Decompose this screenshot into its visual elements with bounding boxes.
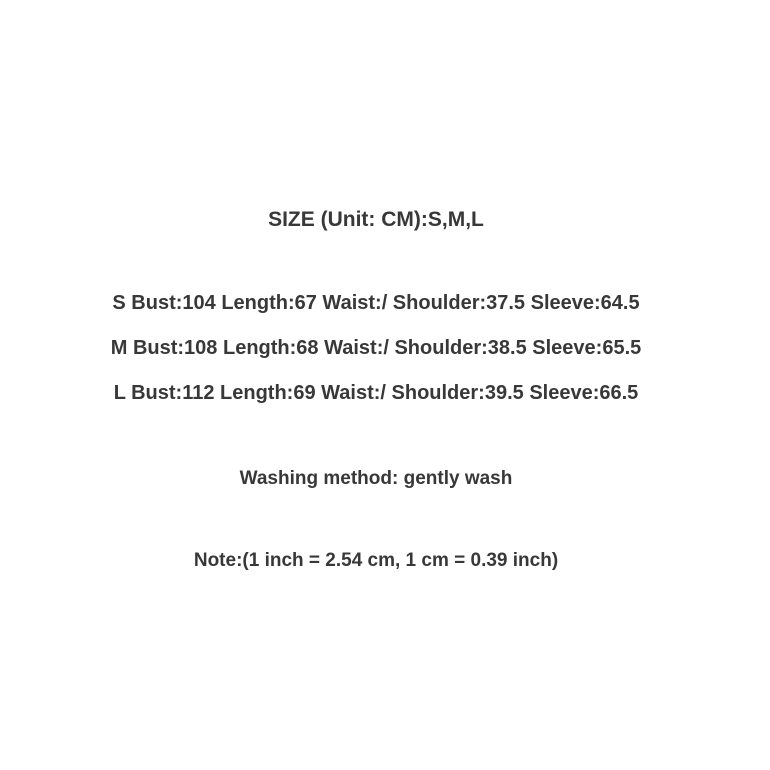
size-chart-title: SIZE (Unit: CM):S,M,L	[268, 208, 484, 231]
size-row-l: L Bust:112 Length:69 Waist:/ Shoulder:39.5 Sleeve:66.5	[113, 382, 639, 404]
size-row-s: S Bust:104 Length:67 Waist:/ Shoulder:37.5 Sleeve:64.5	[112, 292, 640, 314]
washing-method-text: Washing method: gently wash	[239, 468, 513, 489]
unit-conversion-note: Note:(1 inch = 2.54 cm, 1 cm = 0.39 inch)	[193, 550, 559, 571]
size-row-m: M Bust:108 Length:68 Waist:/ Shoulder:38.5 Sleeve:65.5	[110, 337, 642, 359]
